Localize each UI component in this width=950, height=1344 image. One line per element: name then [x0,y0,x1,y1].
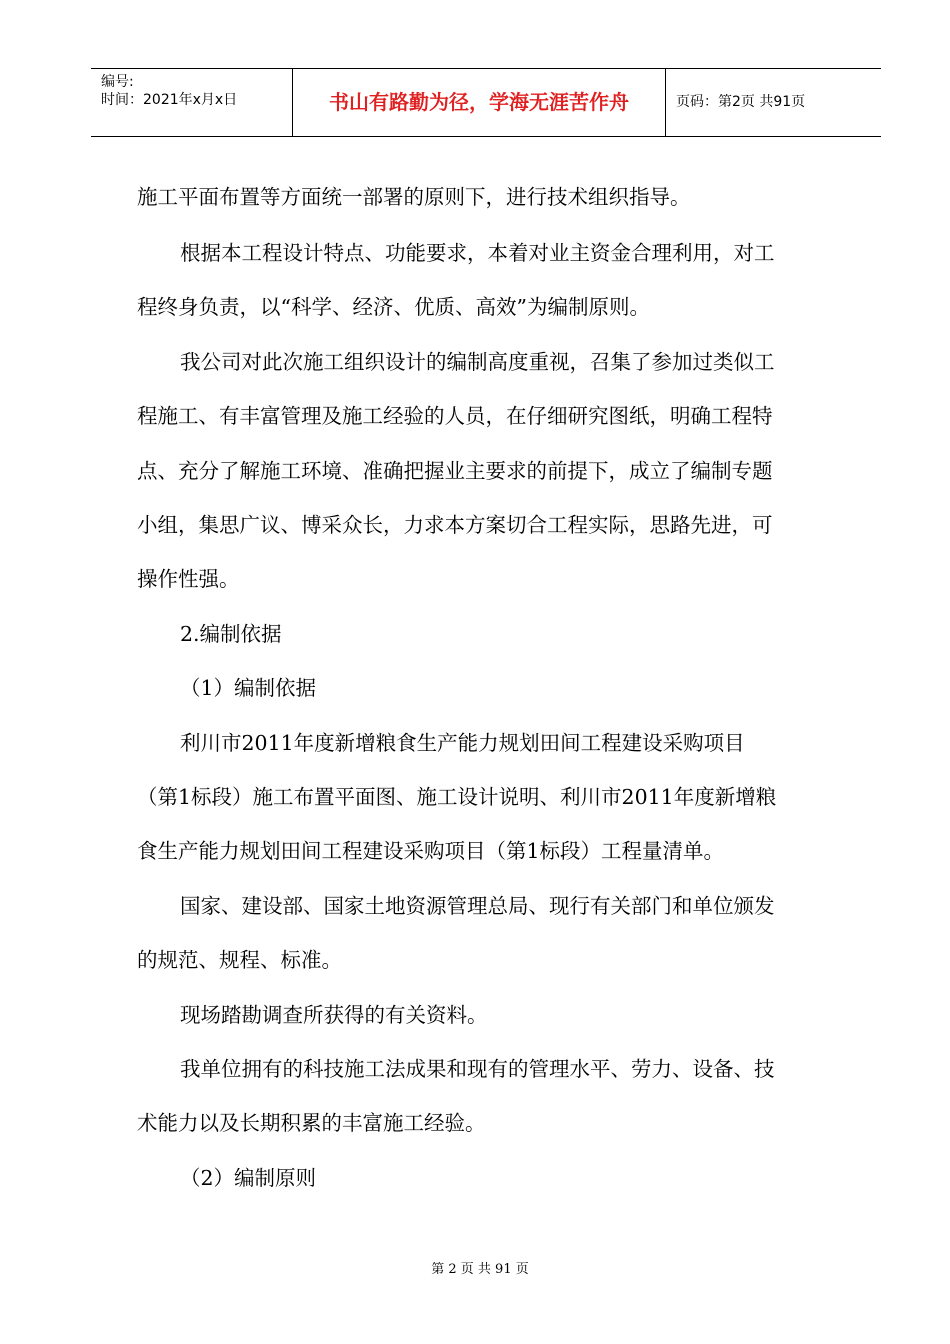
body-line: 操作性强。 [137,567,240,591]
body-line: 我公司对此次施工组织设计的编制高度重视，召集了参加过类似工 [180,350,775,374]
subsection-heading: （2）编制原则 [180,1166,317,1190]
document-number-label: 编号: [101,74,134,90]
body-line: 小组，集思广议、博采众长，力求本方案切合工程实际，思路先进，可 [137,513,773,537]
body-line: 我单位拥有的科技施工法成果和现有的管理水平、劳力、设备、技 [180,1057,775,1081]
body-line: 国家、建设部、国家土地资源管理总局、现行有关部门和单位颁发 [180,894,775,918]
body-line: 利川市2011年度新增粮食生产能力规划田间工程建设采购项目 [180,731,745,755]
subsection-heading: （1）编制依据 [180,676,317,700]
header-motto: 书山有路勤为径，学海无涯苦作舟 [293,69,666,136]
body-line: 食生产能力规划田间工程建设采购项目（第1标段）工程量清单。 [137,839,725,863]
header-meta-cell [91,69,293,136]
page-footer-number: 第 2 页 共 91 页 [431,1262,529,1277]
page-header [91,68,881,137]
header-page-code: 页码：第2页 共91页 [676,94,806,110]
body-line: 施工平面布置等方面统一部署的原则下，进行技术组织指导。 [137,185,691,209]
body-line: 程施工、有丰富管理及施工经验的人员，在仔细研究图纸，明确工程特 [137,404,773,428]
document-time-label: 时间：2021年x月x日 [101,92,238,108]
body-line: 点、充分了解施工环境、准确把握业主要求的前提下，成立了编制专题 [137,459,773,483]
body-line: 现场踏勘调查所获得的有关资料。 [180,1003,488,1027]
body-line: 程终身负责，以“科学、经济、优质、高效”为编制原则。 [137,295,650,319]
body-line: 根据本工程设计特点、功能要求，本着对业主资金合理利用，对工 [180,241,775,265]
section-heading: 2.编制依据 [180,622,282,646]
body-line: 术能力以及长期积累的丰富施工经验。 [137,1111,486,1135]
body-line: 的规范、规程、标准。 [137,948,342,972]
body-line: （第1标段）施工布置平面图、施工设计说明、利川市2011年度新增粮 [137,785,777,809]
